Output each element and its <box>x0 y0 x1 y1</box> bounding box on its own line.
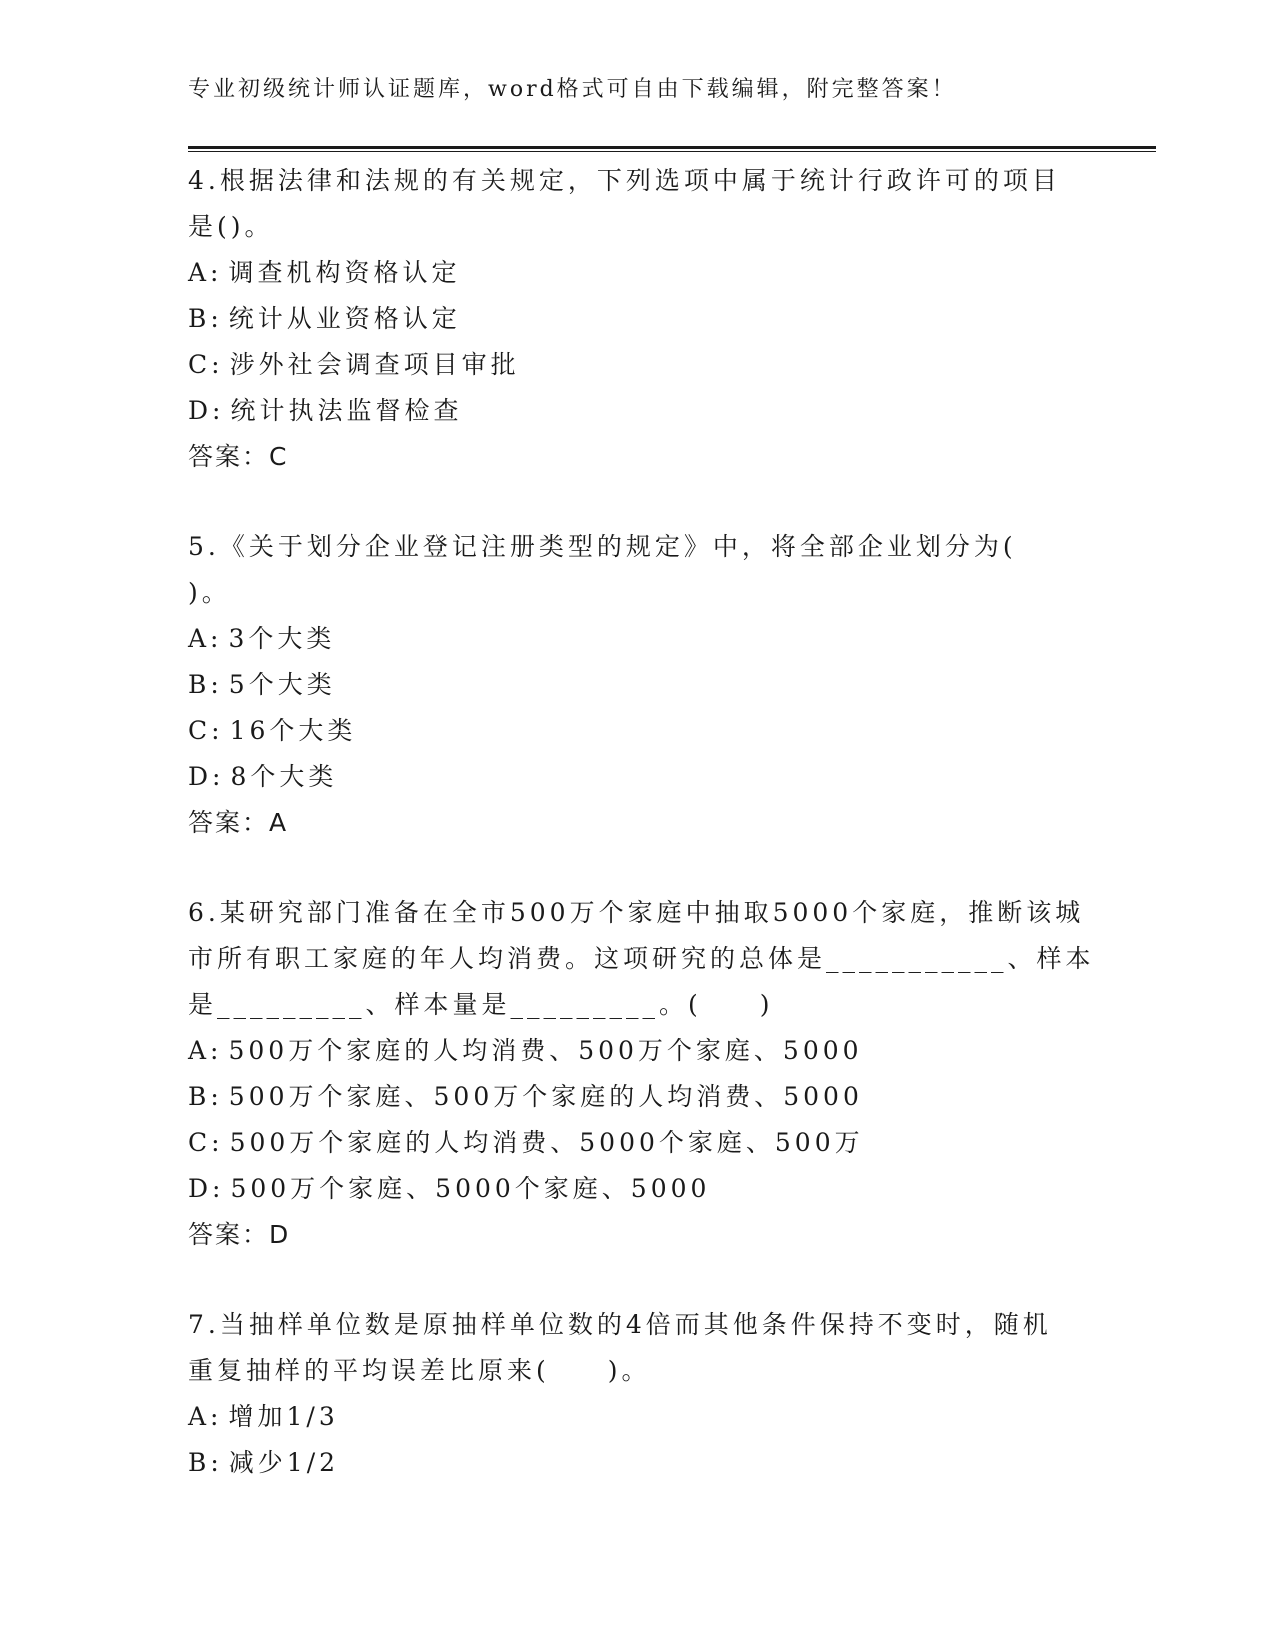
option-a <box>188 250 1088 296</box>
option-key: C: <box>188 716 224 745</box>
question-stem-line: 7.当抽样单位数是原抽样单位数的4倍而其他条件保持不变时，随机 <box>188 1310 1052 1339</box>
option-a <box>188 1028 1088 1074</box>
option-text: 涉外社会调查项目审批 <box>229 350 520 379</box>
option-key: C: <box>188 1128 224 1157</box>
question-6 <box>188 890 1095 1258</box>
option-key: A: <box>188 1036 223 1065</box>
question-stem-line: 5.《关于划分企业登记注册类型的规定》中，将全部企业划分为( <box>188 532 1017 561</box>
option-text: 3个大类 <box>228 624 336 653</box>
option-c <box>188 342 1088 388</box>
question-7 <box>188 1302 1088 1486</box>
option-c <box>188 708 1088 754</box>
answer-line: 答案：D <box>188 1220 291 1249</box>
question-stem-line: 是()。 <box>188 212 274 241</box>
option-key: A: <box>188 1402 223 1431</box>
option-d <box>188 1166 1088 1212</box>
question-stem-line: )。 <box>188 578 231 607</box>
option-key: D: <box>188 762 225 791</box>
option-b <box>188 662 1088 708</box>
option-text: 500万个家庭的人均消费、500万个家庭、5000 <box>228 1036 863 1065</box>
option-text: 调查机构资格认定 <box>228 258 461 287</box>
option-text: 500万个家庭的人均消费、5000个家庭、500万 <box>229 1128 864 1157</box>
option-text: 500万个家庭、5000个家庭、5000 <box>230 1174 711 1203</box>
option-text: 统计从业资格认定 <box>228 304 461 333</box>
option-key: D: <box>188 396 225 425</box>
option-key: B: <box>188 1448 223 1477</box>
option-a <box>188 616 1088 662</box>
option-d <box>188 388 1088 434</box>
question-5 <box>188 524 1088 846</box>
option-b <box>188 1074 1088 1120</box>
option-d <box>188 754 1088 800</box>
option-a <box>188 1394 1088 1440</box>
header-rule-thin <box>188 151 1156 152</box>
option-key: A: <box>188 624 223 653</box>
option-key: B: <box>188 304 223 333</box>
option-key: A: <box>188 258 223 287</box>
page-header: 专业初级统计师认证题库，word格式可自由下载编辑，附完整答案！ <box>188 77 957 102</box>
option-text: 减少1/2 <box>228 1448 340 1477</box>
option-text: 5个大类 <box>228 670 336 699</box>
option-c <box>188 1120 1088 1166</box>
answer-line: 答案：A <box>188 808 289 837</box>
option-key: D: <box>188 1174 225 1203</box>
option-text: 16个大类 <box>229 716 357 745</box>
question-stem-line: 市所有职工家庭的年人均消费。这项研究的总体是___________、样本 <box>188 944 1095 973</box>
option-text: 统计执法监督检查 <box>230 396 463 425</box>
option-text: 8个大类 <box>230 762 338 791</box>
option-text: 增加1/3 <box>228 1402 339 1431</box>
option-key: B: <box>188 670 223 699</box>
question-stem-line: 重复抽样的平均误差比原来( )。 <box>188 1356 651 1385</box>
option-key: B: <box>188 1082 223 1111</box>
answer-line: 答案：C <box>188 442 289 471</box>
option-key: C: <box>188 350 224 379</box>
option-b <box>188 1440 1088 1486</box>
option-text: 500万个家庭、500万个家庭的人均消费、5000 <box>228 1082 863 1111</box>
question-stem-line: 是_________、样本量是_________。( ) <box>188 990 774 1019</box>
question-stem-line: 4.根据法律和法规的有关规定，下列选项中属于统计行政许可的项目 <box>188 166 1061 195</box>
option-b <box>188 296 1088 342</box>
question-4 <box>188 158 1088 480</box>
question-list <box>188 158 1095 1530</box>
header-rule-thick <box>188 146 1156 149</box>
question-stem-line: 6.某研究部门准备在全市500万个家庭中抽取5000个家庭，推断该城 <box>188 898 1085 927</box>
